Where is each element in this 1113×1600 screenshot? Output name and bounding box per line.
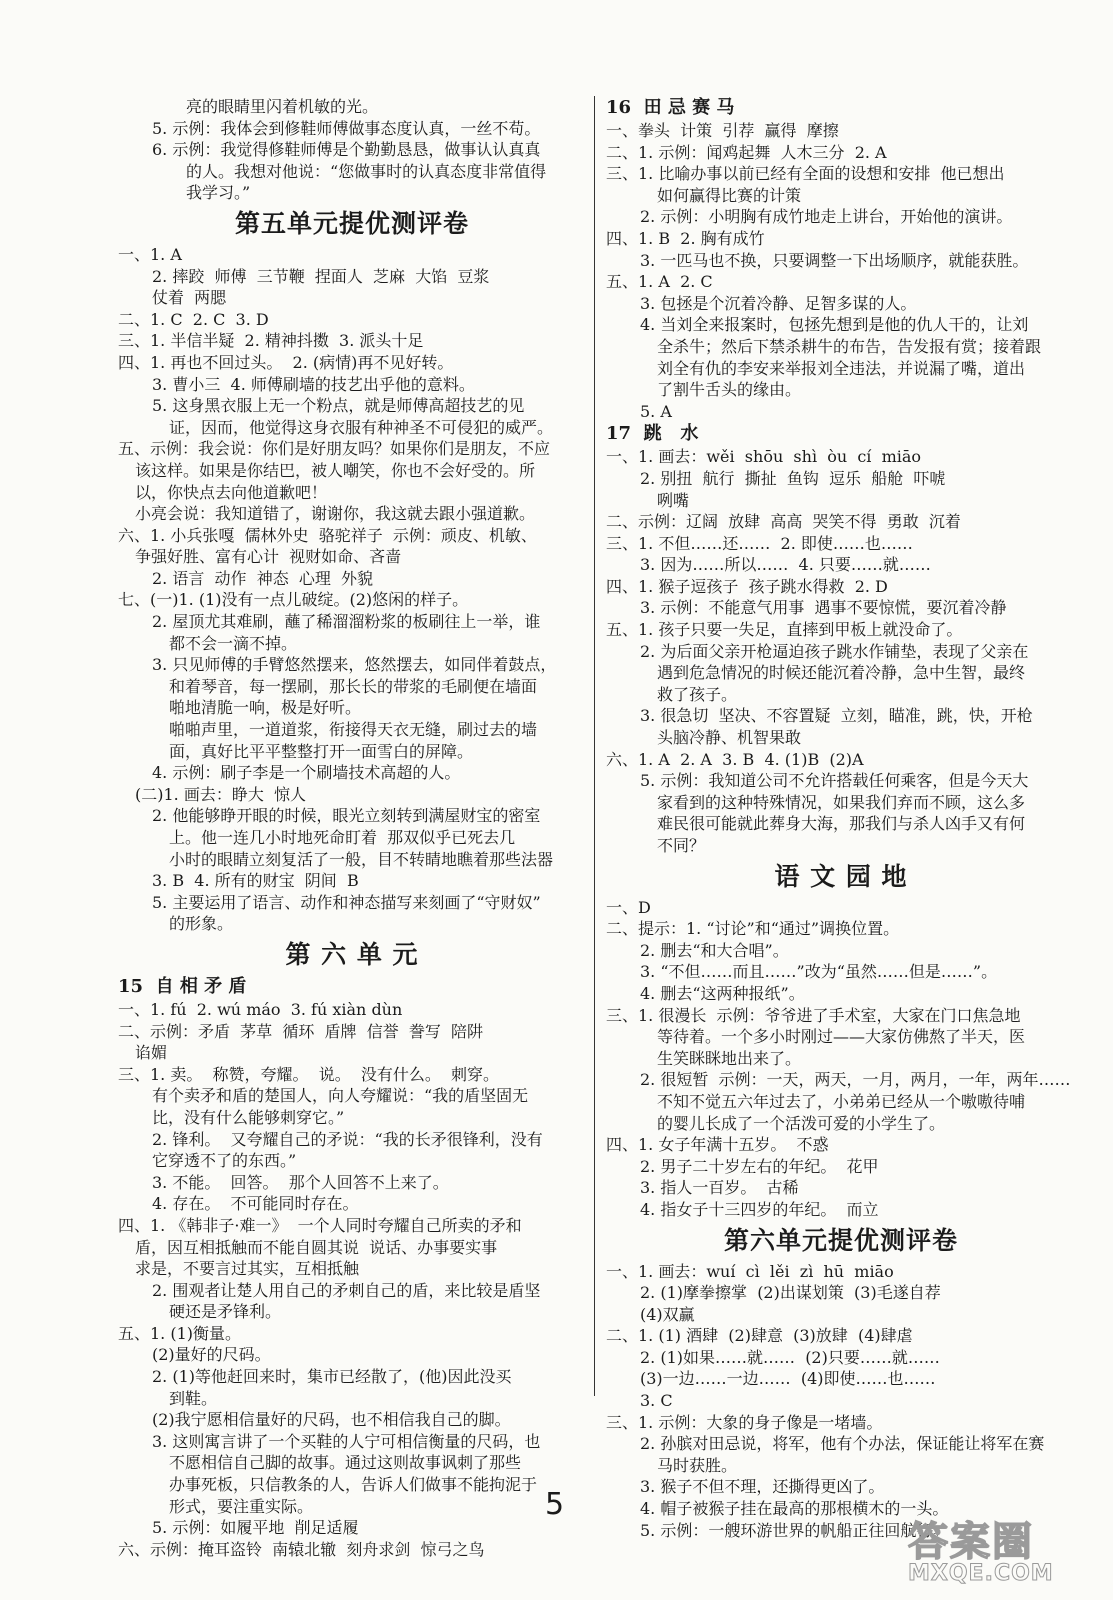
answer-line: 四、1. 再也不回过头。 2. (病情)再不见好转。 (118, 352, 454, 372)
answer-line: 七、(一)1. (1)没有一点儿破绽。(2)悠闲的样子。 (118, 590, 469, 610)
answer-line: 3. 指人一百岁。 古稀 (640, 1178, 799, 1198)
answer-line: 3. 因为……所以…… 4. 只要……就…… (640, 555, 931, 575)
answer-line: 2. 删去“和大合唱”。 (640, 940, 789, 960)
answer-line: (3)一边……一边…… (4)即使……也…… (640, 1369, 936, 1389)
answer-line: 4. 删去“这两种报纸”。 (640, 983, 805, 1003)
answer-line: 4. 帽子被猴子挂在最高的那根横木的一头。 (640, 1499, 949, 1519)
answer-line: 2. 他能够睁开眼的时候，眼光立刻转到满屋财宝的密室 (152, 806, 541, 826)
answer-line: 我学习。” (186, 183, 251, 203)
right-column (606, 96, 1076, 1541)
answer-line: 3. “不但……而且……”改为“虽然……但是……”。 (640, 962, 998, 982)
section-heading: 语 文 园 地 (774, 861, 908, 891)
answer-line: 该这样。如果是你结巴，被人嘲笑，你也不会好受的。所 (135, 460, 536, 480)
answer-line: 2. 围观者让楚人用自己的矛刺自己的盾，来比较是盾坚 (152, 1280, 541, 1300)
answer-line: 四、1. B 2. 胸有成竹 (606, 228, 765, 248)
watermark-bottom-text: MXQE.COM (908, 1561, 1054, 1586)
answer-line: 了割牛舌头的缘由。 (657, 380, 802, 400)
answer-line: 五、1. (1)衡量。 (118, 1323, 242, 1343)
answer-line: 面，真好比平平整整打开一面雪白的屏障。 (169, 741, 474, 761)
answer-line: 5. 主要运用了语言、动作和神态描写来刻画了“守财奴” (152, 892, 541, 912)
answer-line: 五、1. A 2. C (606, 272, 713, 292)
answer-line: 生笑眯眯地出来了。 (657, 1048, 802, 1068)
answer-line: 它穿透不了的东西。” (152, 1151, 297, 1171)
answer-line: 2. 孙膑对田忌说，将军，他有个办法，保证能让将军在赛 (640, 1434, 1045, 1454)
answer-line: 5. A (640, 401, 672, 421)
answer-line: 啪啪声里，一道道浆，衔接得天衣无缝，刷过去的墙 (169, 720, 538, 740)
answer-line: 2. (1)如果……就…… (2)只要……就…… (640, 1347, 940, 1367)
answer-line: 3. 曹小三 4. 师傅刷墙的技艺出乎他的意料。 (152, 374, 475, 394)
answer-line: 啪地清脆一响，极是好听。 (169, 698, 362, 718)
answer-line: 二、1. C 2. C 3. D (118, 309, 269, 329)
section-heading: 第 六 单 元 (285, 939, 419, 969)
answer-line: 一、1. 画去：wuí cì lěi zì hū miāo (606, 1261, 894, 1281)
answer-line: 2. 摔跤 师傅 三节鞭 捏面人 芝麻 大馅 豆浆 (152, 266, 490, 286)
answer-line: 比，没有什么能够刺穿它。” (152, 1107, 345, 1127)
answer-line: 2. 别扭 航行 撕扯 鱼钩 逗乐 船舱 吓唬 (640, 468, 946, 488)
answer-line: 二、1. 示例：闻鸡起舞 人木三分 2. A (606, 142, 887, 162)
answer-line: 的婴儿长成了一个活泼可爱的小学生了。 (657, 1113, 946, 1133)
answer-line: 5. 示例：我体会到修鞋师傅做事态度认真，一丝不苟。 (152, 118, 541, 138)
answer-line: 刘全有仇的李安来举报刘全违法，并说漏了嘴，道出 (657, 358, 1026, 378)
answer-line: 二、提示：1. “讨论”和“通过”调换位置。 (606, 919, 900, 939)
answer-line: 一、拳头 计策 引荐 赢得 摩擦 (606, 121, 839, 140)
answer-line: 办事死板，只信教条的人，告诉人们做事不能拘泥于 (169, 1475, 538, 1495)
answer-line: 2. 屋顶尤其难刷，蘸了稀溜溜粉浆的板刷往上一举，谁 (152, 612, 541, 632)
answer-line: (4)双赢 (640, 1304, 695, 1324)
answer-line: 不愿相信自己脚的故事。通过这则故事讽刺了那些 (169, 1453, 522, 1473)
answer-line: 亮的眼睛里闪着机敏的光。 (186, 97, 379, 116)
answer-line: 6. 示例：我觉得修鞋师傅是个勤勤恳恳，做事认认真真 (152, 140, 541, 160)
answer-line: 一、1. A (118, 244, 182, 264)
answer-line: 3. 一匹马也不换，只要调整一下出场顺序，就能获胜。 (640, 250, 1029, 270)
section-heading: 16 田 忌 赛 马 (606, 97, 735, 118)
answer-line: 3. B 4. 所有的财宝 阴间 B (152, 871, 359, 891)
answer-line: 2. 男子二十岁左右的年纪。 花甲 (640, 1156, 879, 1176)
answer-line: 5. 这身黑衣服上无一个粉点，就是师傅高超技艺的见 (152, 396, 525, 416)
answer-line: 二、1. (1) 酒肆 (2)肆意 (3)放肆 (4)肆虐 (606, 1326, 913, 1346)
left-column (118, 96, 586, 1560)
answer-line: 4. 指女子十三四岁的年纪。 而立 (640, 1199, 879, 1219)
section-heading: 17 跳 水 (606, 423, 699, 445)
answer-line: (二)1. 画去：睁大 惊人 (135, 784, 307, 804)
answer-line: 如何赢得比赛的计策 (657, 185, 802, 205)
answer-line: 硬还是矛锋利。 (169, 1302, 282, 1322)
answer-line: 六、1. A 2. A 3. B 4. (1)B (2)A (606, 749, 864, 769)
answer-line: 六、1. 小兵张嘎 儒林外史 骆驼祥子 示例：顽皮、机敏、 (118, 525, 537, 545)
answer-line: 争强好胜、富有心计 视财如命、吝啬 (135, 547, 402, 567)
answer-line: 的形象。 (169, 914, 234, 934)
answer-line: 全杀牛；然后下禁杀耕牛的布告，告发报有赏；接着跟 (657, 336, 1042, 356)
answer-line: 头脑冷静、机智果敢 (657, 728, 802, 748)
answer-line: 仗着 两腮 (152, 288, 227, 308)
answer-line: 3. 示例：不能意气用事 遇事不要惊慌，要沉着冷静 (640, 598, 1007, 618)
answer-line: 5. 示例：一艘环游世界的帆船正往回航行。 (640, 1520, 949, 1540)
answer-line: 有个卖矛和盾的楚国人，向人夸耀说：“我的盾坚固无 (152, 1086, 529, 1106)
answer-line: 三、1. 示例：大象的身子像是一堵墙。 (606, 1412, 883, 1432)
column-divider (594, 96, 595, 1396)
answer-line: 救了孩子。 (657, 684, 738, 704)
answer-line: 二、示例：辽阔 放肆 高高 哭笑不得 勇敢 沉着 (606, 512, 961, 532)
answer-line: 咧嘴 (657, 490, 690, 510)
answer-line: 一、D (606, 897, 651, 917)
section-heading: 15 自 相 矛 盾 (118, 975, 247, 997)
answer-line: 家看到的这种特殊情况，如果我们弃而不顾，这么多 (657, 792, 1026, 812)
answer-line: 求是，不要言过其实，互相抵触 (135, 1259, 360, 1279)
answer-line: 和着琴音，每一摆刷，那长长的带浆的毛刷便在墙面 (169, 676, 538, 696)
answer-line: 4. 示例：刷子李是一个刷墙技术高超的人。 (152, 763, 461, 783)
answer-line: 4. 当刘全来报案时，包拯先想到是他的仇人干的，让刘 (640, 315, 1029, 335)
answer-line: 上。他一连几小时地死命盯着 那双似乎已死去几 (169, 828, 516, 847)
answer-line: 盾，因互相抵触而不能自圆其说 说话、办事要实事 (135, 1237, 498, 1257)
answer-line: 等待着。一个多小时刚过——大家仿佛熬了半天，医 (657, 1027, 1026, 1047)
answer-line: 一、1. fú 2. wú máo 3. fú xiàn dùn (118, 999, 403, 1019)
answer-line: 一、1. 画去：wěi shōu shì òu cí miāo (606, 447, 922, 467)
answer-line: 四、1. 《韩非子·难一》 一个人同时夸耀自己所卖的矛和 (118, 1215, 522, 1235)
answer-line: 3. 很急切 坚决、不容置疑 立刻，瞄准，跳，快，开枪 (640, 706, 1033, 726)
answer-line: 三、1. 卖。 称赞，夸耀。 说。 没有什么。 刺穿。 (118, 1064, 500, 1084)
answer-line: 3. 包拯是个沉着冷静、足智多谋的人。 (640, 293, 917, 313)
answer-line: (2)我宁愿相信量好的尺码，也不相信我自己的脚。 (152, 1410, 511, 1430)
answer-line: 到鞋。 (169, 1388, 218, 1408)
answer-line: 不同？ (657, 836, 706, 855)
answer-line: 3. 只见师傅的手臂悠然摆来，悠然摆去，如同伴着鼓点， (152, 655, 557, 675)
answer-line: 3. 这则寓言讲了一个买鞋的人宁可相信衡量的尺码，也 (152, 1431, 541, 1451)
answer-line: 遇到危急情况的时候还能沉着冷静，急中生智，最终 (657, 663, 1026, 683)
answer-line: 小时的眼睛立刻复活了一般，目不转睛地瞧着那些法器 (169, 849, 554, 869)
answer-line: 形式，要注重实际。 (169, 1496, 314, 1516)
answer-line: 谄媚 (135, 1043, 168, 1063)
answer-line: 2. (1)摩拳擦掌 (2)出谋划策 (3)毛遂自荐 (640, 1283, 941, 1303)
answer-line: 4. 存在。 不可能同时存在。 (152, 1194, 359, 1214)
answer-line: 难民很可能就此葬身大海，那我们与杀人凶手又有何 (657, 814, 1026, 834)
answer-line: 三、1. 半信半疑 2. 精神抖擞 3. 派头十足 (118, 331, 424, 351)
answer-line: (2)量好的尺码。 (152, 1345, 271, 1365)
answer-line: 五、1. 孩子只要一失足，直摔到甲板上就没命了。 (606, 620, 963, 640)
answer-line: 2. 很短暂 示例：一天，两天，一月，两月，一年，两年…… (640, 1070, 1071, 1090)
answer-line: 2. (1)等他赶回来时，集市已经散了，(他)因此没买 (152, 1367, 512, 1387)
answer-line: 2. 示例：小明胸有成竹地走上讲台，开始他的演讲。 (640, 207, 1013, 227)
page-number: 5 (545, 1487, 565, 1522)
answer-line: 都不会一滴不掉。 (169, 633, 298, 653)
answer-line: 的人。我想对他说：“您做事时的认真态度非常值得 (186, 161, 547, 181)
answer-line: 3. 猴子不但不理，还撕得更凶了。 (640, 1477, 885, 1497)
answer-line: 证，因而，他觉得这身衣服有种神圣不可侵犯的威严。 (169, 417, 554, 437)
answer-line: 三、1. 比喻办事以前已经有全面的设想和安排 他已想出 (606, 164, 1005, 184)
answer-line: 马时获胜。 (657, 1455, 738, 1475)
watermark-top-text: 答案圈 (908, 1519, 1034, 1565)
answer-line: 5. 示例：我知道公司不允许搭载任何乘客，但是今天大 (640, 771, 1029, 791)
section-heading: 第六单元提优测评卷 (723, 1225, 958, 1255)
answer-line: 五、示例：我会说：你们是好朋友吗？如果你们是朋友，不应 (118, 439, 551, 459)
answer-line: 四、1. 猴子逗孩子 孩子跳水得救 2. D (606, 576, 888, 596)
answer-line: 2. 语言 动作 神态 心理 外貌 (152, 568, 374, 588)
answer-line: 三、1. 不但……还…… 2. 即使……也…… (606, 533, 913, 553)
answer-line: 2. 锋利。 又夸耀自己的矛说：“我的长矛很锋利，没有 (152, 1129, 543, 1149)
answer-line: 不知不觉五六年过去了，小弟弟已经从一个嗷嗷待哺 (657, 1091, 1026, 1111)
answer-line: 5. 示例：如履平地 削足适履 (152, 1518, 359, 1538)
answer-line: 六、示例：掩耳盗铃 南辕北辙 刻舟求剑 惊弓之鸟 (118, 1539, 485, 1559)
answer-line: 四、1. 女子年满十五岁。 不惑 (606, 1135, 829, 1155)
answer-line: 三、1. 很漫长 示例：爷爷进了手术室，大家在门口焦急地 (606, 1005, 1021, 1025)
section-heading: 第五单元提优测评卷 (234, 208, 469, 238)
watermark-logo (908, 1510, 1098, 1590)
answer-line: 3. 不能。 回答。 那个人回答不上来了。 (152, 1172, 449, 1192)
answer-line: 小亮会说：我知道错了，谢谢你，我这就去跟小强道歉。 (135, 504, 536, 524)
answer-line: 二、示例：矛盾 茅草 循环 盾牌 信誉 誊写 陪阱 (118, 1021, 484, 1041)
answer-line: 3. C (640, 1391, 673, 1411)
answer-line: 以，你快点去向他道歉吧！ (135, 482, 328, 502)
answer-line: 2. 为后面父亲开枪逼迫孩子跳水作铺垫，表现了父亲在 (640, 641, 1029, 661)
